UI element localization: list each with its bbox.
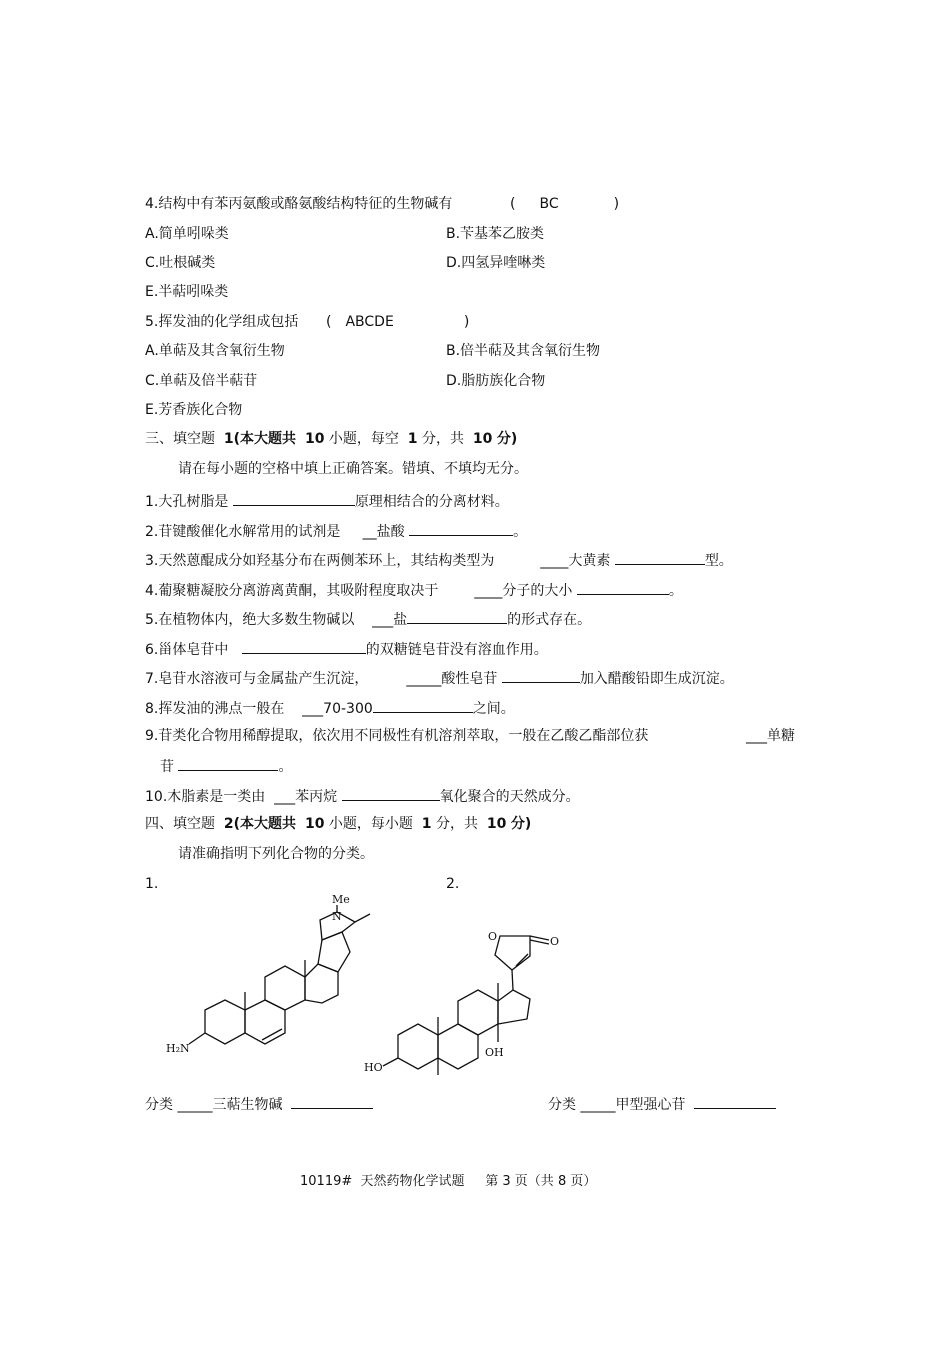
mol2-ho-label: HO bbox=[364, 1061, 383, 1074]
mol2-ring-o-label: O bbox=[488, 930, 498, 943]
sec3-q5: 5.在植物体内，绝大多数生物碱以 ___盐 的形式存在。 bbox=[145, 609, 591, 629]
sec3-q2: 2.苷键酸催化水解常用的试剂是 __盐酸 。 bbox=[145, 521, 527, 541]
mc-q4-opt-a: A.简单吲哚类 bbox=[145, 226, 229, 242]
sec3-q9-answer: ___单糖 bbox=[746, 728, 795, 744]
sec4-num-2: 2. bbox=[446, 876, 460, 892]
mc-q4-opt-b: B.苄基苯乙胺类 bbox=[446, 226, 545, 242]
mc-q5-opt-d: D.脂肪族化合物 bbox=[446, 373, 546, 389]
mc-q5-stem: 5.挥发油的化学组成包括 bbox=[145, 314, 299, 330]
mol2-oh-label: OH bbox=[485, 1046, 504, 1059]
sec3-q6: 6.甾体皂苷中 的双糖链皂苷没有溶血作用。 bbox=[145, 639, 548, 659]
mol1-nh2-label: H₂N bbox=[166, 1042, 190, 1055]
sec3-q9: 9.苷类化合物用稀醇提取，依次用不同极性有机溶剂萃取，一般在乙酸乙酯部位获 bbox=[145, 728, 649, 744]
sec3-q7: 7.皂苷水溶液可与金属盐产生沉淀， _____酸性皂苷 加入醋酸铅即生成沉淀。 bbox=[145, 668, 734, 688]
mc-q5-opt-a: A.单萜及其含氧衍生物 bbox=[145, 343, 285, 359]
sec4-title: 四、填空题 2(本大题共 10 小题，每小题 1 分，共 10 分) bbox=[145, 816, 532, 832]
mc-q4-opt-e: E.半萜吲哚类 bbox=[145, 284, 229, 300]
sec4-instruction: 请准确指明下列化合物的分类。 bbox=[178, 846, 374, 862]
mc-q5-answer: ( ABCDE ) bbox=[326, 314, 470, 330]
mol1-me-label: Me bbox=[332, 893, 350, 906]
sec4-answer-2: 分类 _____甲型强心苷 bbox=[548, 1094, 776, 1114]
mc-q5-opt-b: B.倍半萜及其含氧衍生物 bbox=[446, 343, 601, 359]
sec3-q4: 4.葡聚糖凝胶分离游离黄酮，其吸附程度取决于 ____分子的大小 。 bbox=[145, 580, 683, 600]
mc-q5-opt-c: C.单萜及倍半萜苷 bbox=[145, 373, 258, 389]
sec3-q3: 3.天然蒽醌成分如羟基分布在两侧苯环上，其结构类型为 ____大黄素 型。 bbox=[145, 550, 733, 570]
mc-q5-opt-e: E.芳香族化合物 bbox=[145, 402, 243, 418]
sec3-q8: 8.挥发油的沸点一般在 ___70-300 之间。 bbox=[145, 698, 515, 718]
mc-q4-stem: 4.结构中有苯丙氨酸或酪氨酸结构特征的生物碱有 bbox=[145, 196, 453, 212]
sec3-q10: 10.木脂素是一类由 ___苯丙烷 氧化聚合的天然成分。 bbox=[145, 786, 580, 806]
mc-q4-answer: ( BC ) bbox=[510, 196, 620, 212]
sec3-q9-cont: 苷 。 bbox=[160, 756, 292, 776]
sec3-q1: 1.大孔树脂是 原理相结合的分离材料。 bbox=[145, 491, 509, 511]
mc-q4-opt-d: D.四氢异喹啉类 bbox=[446, 255, 546, 271]
sec3-title: 三、填空题 1(本大题共 10 小题，每空 1 分，共 10 分) bbox=[145, 431, 518, 447]
mol2-exo-o-label: O bbox=[550, 935, 560, 948]
sec4-num-1: 1. bbox=[145, 876, 159, 892]
mc-q4-opt-c: C.吐根碱类 bbox=[145, 255, 216, 271]
sec4-answer-1: 分类 _____三萜生物碱 bbox=[145, 1094, 373, 1114]
sec3-instruction: 请在每小题的空格中填上正确答案。错填、不填均无分。 bbox=[178, 461, 528, 477]
page-footer: 10119# 天然药物化学试题 第 3 页（共 8 页） bbox=[300, 1174, 597, 1189]
mol1-n-label: N bbox=[332, 910, 342, 923]
